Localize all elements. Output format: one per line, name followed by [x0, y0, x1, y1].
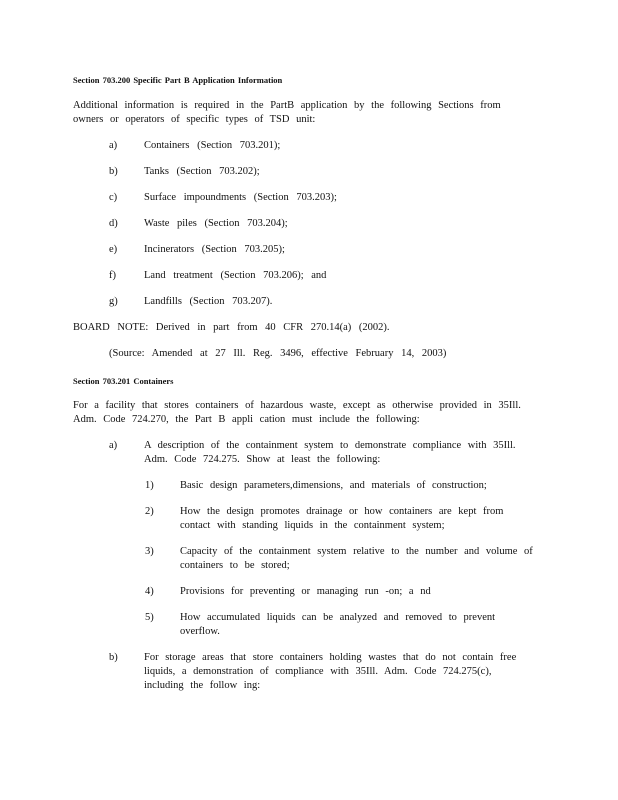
list-item-text: including the follow ing: — [144, 680, 261, 691]
sublist-item-label: 4) — [145, 586, 154, 597]
list-item-text: Adm. Code 724.275. Show at least the following: — [144, 454, 381, 465]
section-heading-703-201: Section 703.201 Containers — [73, 376, 174, 386]
list-item-text: Tanks (Section 703.202); — [144, 166, 260, 177]
section-intro-line: Adm. Code 724.270, the Part B appli cation must include the following: — [73, 414, 420, 425]
list-item-label: a) — [109, 440, 118, 451]
list-item-text: Containers (Section 703.201); — [144, 140, 281, 151]
sublist-item-text: How the design promotes drainage or how containers are kept from — [180, 506, 504, 517]
list-item-text: liquids, a demonstration of compliance with 35Ill. Adm. Code 724.275(c), — [144, 666, 492, 677]
sublist-item-label: 2) — [145, 506, 154, 517]
list-item-text: Landfills (Section 703.207). — [144, 296, 273, 307]
list-item-text: For storage areas that store containers holding wastes that do not contain free — [144, 652, 517, 663]
list-item-text: Surface impoundments (Section 703.203); — [144, 192, 337, 203]
list-item-text: Waste piles (Section 703.204); — [144, 218, 288, 229]
sublist-item-text: overflow. — [180, 626, 220, 637]
sublist-item-text: Basic design parameters,dimensions, and materials of construction; — [180, 480, 487, 491]
list-item-label: g) — [109, 296, 118, 307]
list-item-label: d) — [109, 218, 118, 229]
sublist-item-label: 3) — [145, 546, 154, 557]
section-intro-line: Additional information is required in the PartB application by the following Sections from — [73, 100, 501, 111]
sublist-item-text: Provisions for preventing or managing run -on; a nd — [180, 586, 431, 597]
list-item-label: e) — [109, 244, 118, 255]
list-item-label: a) — [109, 140, 118, 151]
list-item-text: Land treatment (Section 703.206); and — [144, 270, 327, 281]
sublist-item-text: contact with standing liquids in the containment system; — [180, 520, 445, 531]
list-item-label: b) — [109, 652, 118, 663]
sublist-item-text: How accumulated liquids can be analyzed and removed to prevent — [180, 612, 496, 623]
list-item-label: b) — [109, 166, 118, 177]
sublist-item-label: 5) — [145, 612, 154, 623]
section-heading-703-200: Section 703.200 Specific Part B Application Information — [73, 75, 283, 85]
sublist-item-label: 1) — [145, 480, 154, 491]
source-note: (Source: Amended at 27 Ill. Reg. 3496, effective February 14, 2003) — [109, 348, 447, 359]
board-note: BOARD NOTE: Derived in part from 40 CFR 270.14(a) (2002). — [73, 322, 390, 333]
list-item-text: Incinerators (Section 703.205); — [144, 244, 285, 255]
list-item-label: f) — [109, 270, 116, 281]
section-intro-line: owners or operators of specific types of TSD unit: — [73, 114, 316, 125]
list-item-label: c) — [109, 192, 118, 203]
section-intro-line: For a facility that stores containers of hazardous waste, except as otherwise provided in 35Ill. — [73, 400, 521, 411]
list-item-text: A description of the containment system to demonstrate compliance with 35Ill. — [144, 440, 516, 451]
sublist-item-text: containers to be stored; — [180, 560, 290, 571]
sublist-item-text: Capacity of the containment system relative to the number and volume of — [180, 546, 533, 557]
